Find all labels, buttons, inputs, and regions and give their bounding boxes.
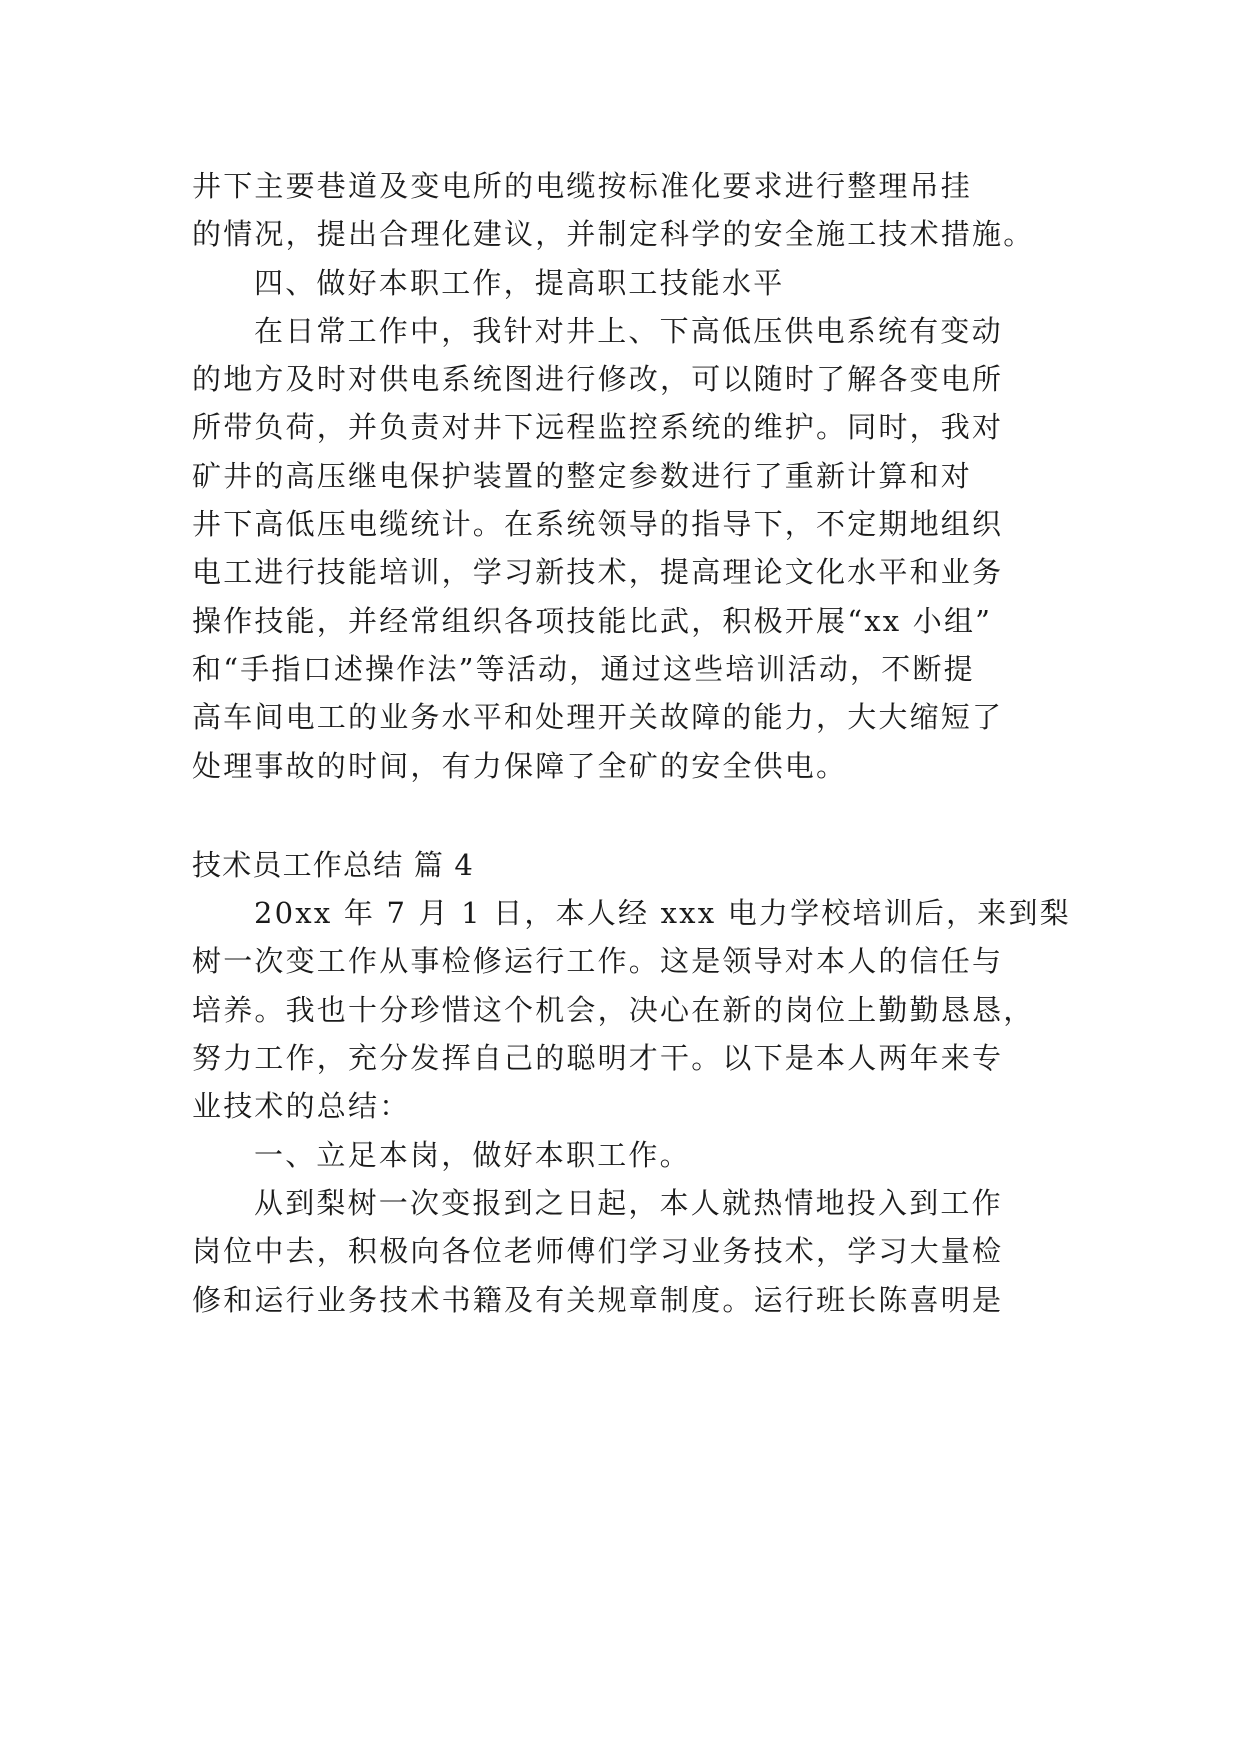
text-line: 井下主要巷道及变电所的电缆按标准化要求进行整理吊挂 [192,169,973,203]
text-line: 和“手指口述操作法”等活动，通过这些培训活动，不断提 [192,651,975,686]
text-line: 矿井的高压继电保护装置的整定参数进行了重新计算和对 [192,458,973,493]
text-line: 所带负荷，并负责对井下远程监控系统的维护。同时，我对 [192,410,1004,445]
text-line: 处理事故的时间，有力保障了全矿的安全供电。 [192,748,848,783]
section-title: 技术员工作总结 篇 4 [192,847,475,882]
section-spacer [192,790,1052,841]
text-line: 操作技能，并经常组织各项技能比武，积极开展“xx 小组” [192,603,993,638]
text-line: 在日常工作中，我针对井上、下高低压供电系统有变动 [254,313,1003,348]
text-line: 修和运行业务技术书籍及有关规章制度。运行班长陈喜明是 [192,1282,1004,1317]
text-line: 20xx 年 7 月 1 日，本人经 xxx 电力学校培训后，来到梨 [254,896,1071,931]
text-line: 岗位中去，积极向各位老师傅们学习业务技术，学习大量检 [192,1234,1004,1269]
text-line: 的情况，提出合理化建议，并制定科学的安全施工技术措施。 [192,217,1035,252]
text-line: 井下高低压电缆统计。在系统领导的指导下，不定期地组织 [192,507,1004,542]
section-heading: 一、立足本岗，做好本职工作。 [254,1137,691,1172]
text-line: 电工进行技能培训，学习新技术，提高理论文化水平和业务 [192,555,1004,590]
text-line: 努力工作，充分发挥自己的聪明才干。以下是本人两年来专 [192,1041,1004,1076]
text-line: 培养。我也十分珍惜这个机会，决心在新的岗位上勤勤恳恳， [192,992,1035,1027]
text-line: 从到梨树一次变报到之日起，本人就热情地投入到工作 [254,1185,1003,1220]
text-line: 业技术的总结： [192,1089,411,1124]
text-line: 的地方及时对供电系统图进行修改，可以随时了解各变电所 [192,362,1004,397]
text-line: 高车间电工的业务水平和处理开关故障的能力，大大缩短了 [192,700,1004,735]
section-heading: 四、做好本职工作，提高职工技能水平 [254,265,785,300]
text-line: 树一次变工作从事检修运行工作。这是领导对本人的信任与 [192,944,1004,979]
document-body [192,162,1071,1324]
